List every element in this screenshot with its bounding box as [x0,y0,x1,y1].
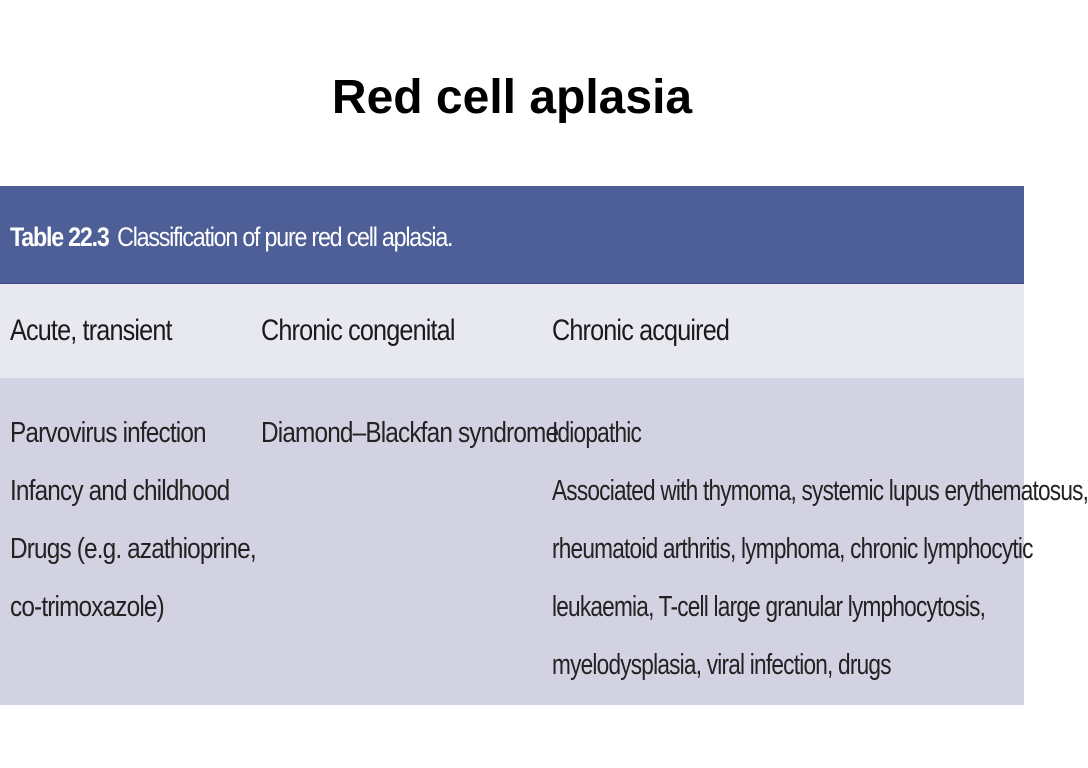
table-number: Table 22.3 [10,222,109,252]
cell-line: Associated with thymoma, systemic lupus erythematosus, [552,475,1088,507]
table-header-row [0,284,1024,378]
cell-chronic-congenital [261,404,558,462]
cell-line: Drugs (e.g. azathioprine, [10,533,256,565]
cell-line: Idiopathic [552,417,642,449]
cell-chronic-acquired [552,404,1088,694]
table-caption-bar [0,186,1024,284]
header-chronic-acquired: Chronic acquired [552,314,730,347]
cell-line: rheumatoid arthritis, lymphoma, chronic lymphocytic [552,533,1033,565]
slide-title: Red cell aplasia [331,71,693,124]
cell-line: leukaemia, T-cell large granular lymphocytosis, [552,591,986,623]
classification-table [0,186,1088,705]
cell-line: Parvovirus infection [10,417,206,449]
table-caption [10,220,452,254]
header-acute-transient: Acute, transient [10,314,172,347]
table-caption-text: Classification of pure red cell aplasia. [117,222,453,252]
cell-acute-transient [10,404,256,636]
table-body-row [0,378,1088,705]
cell-line: myelodysplasia, viral infection, drugs [552,649,891,681]
cell-line: Infancy and childhood [10,475,230,507]
cell-line: Diamond–Blackfan syndrome [261,417,559,449]
cell-line: co-trimoxazole) [10,591,164,623]
header-chronic-congenital: Chronic congenital [261,314,455,347]
